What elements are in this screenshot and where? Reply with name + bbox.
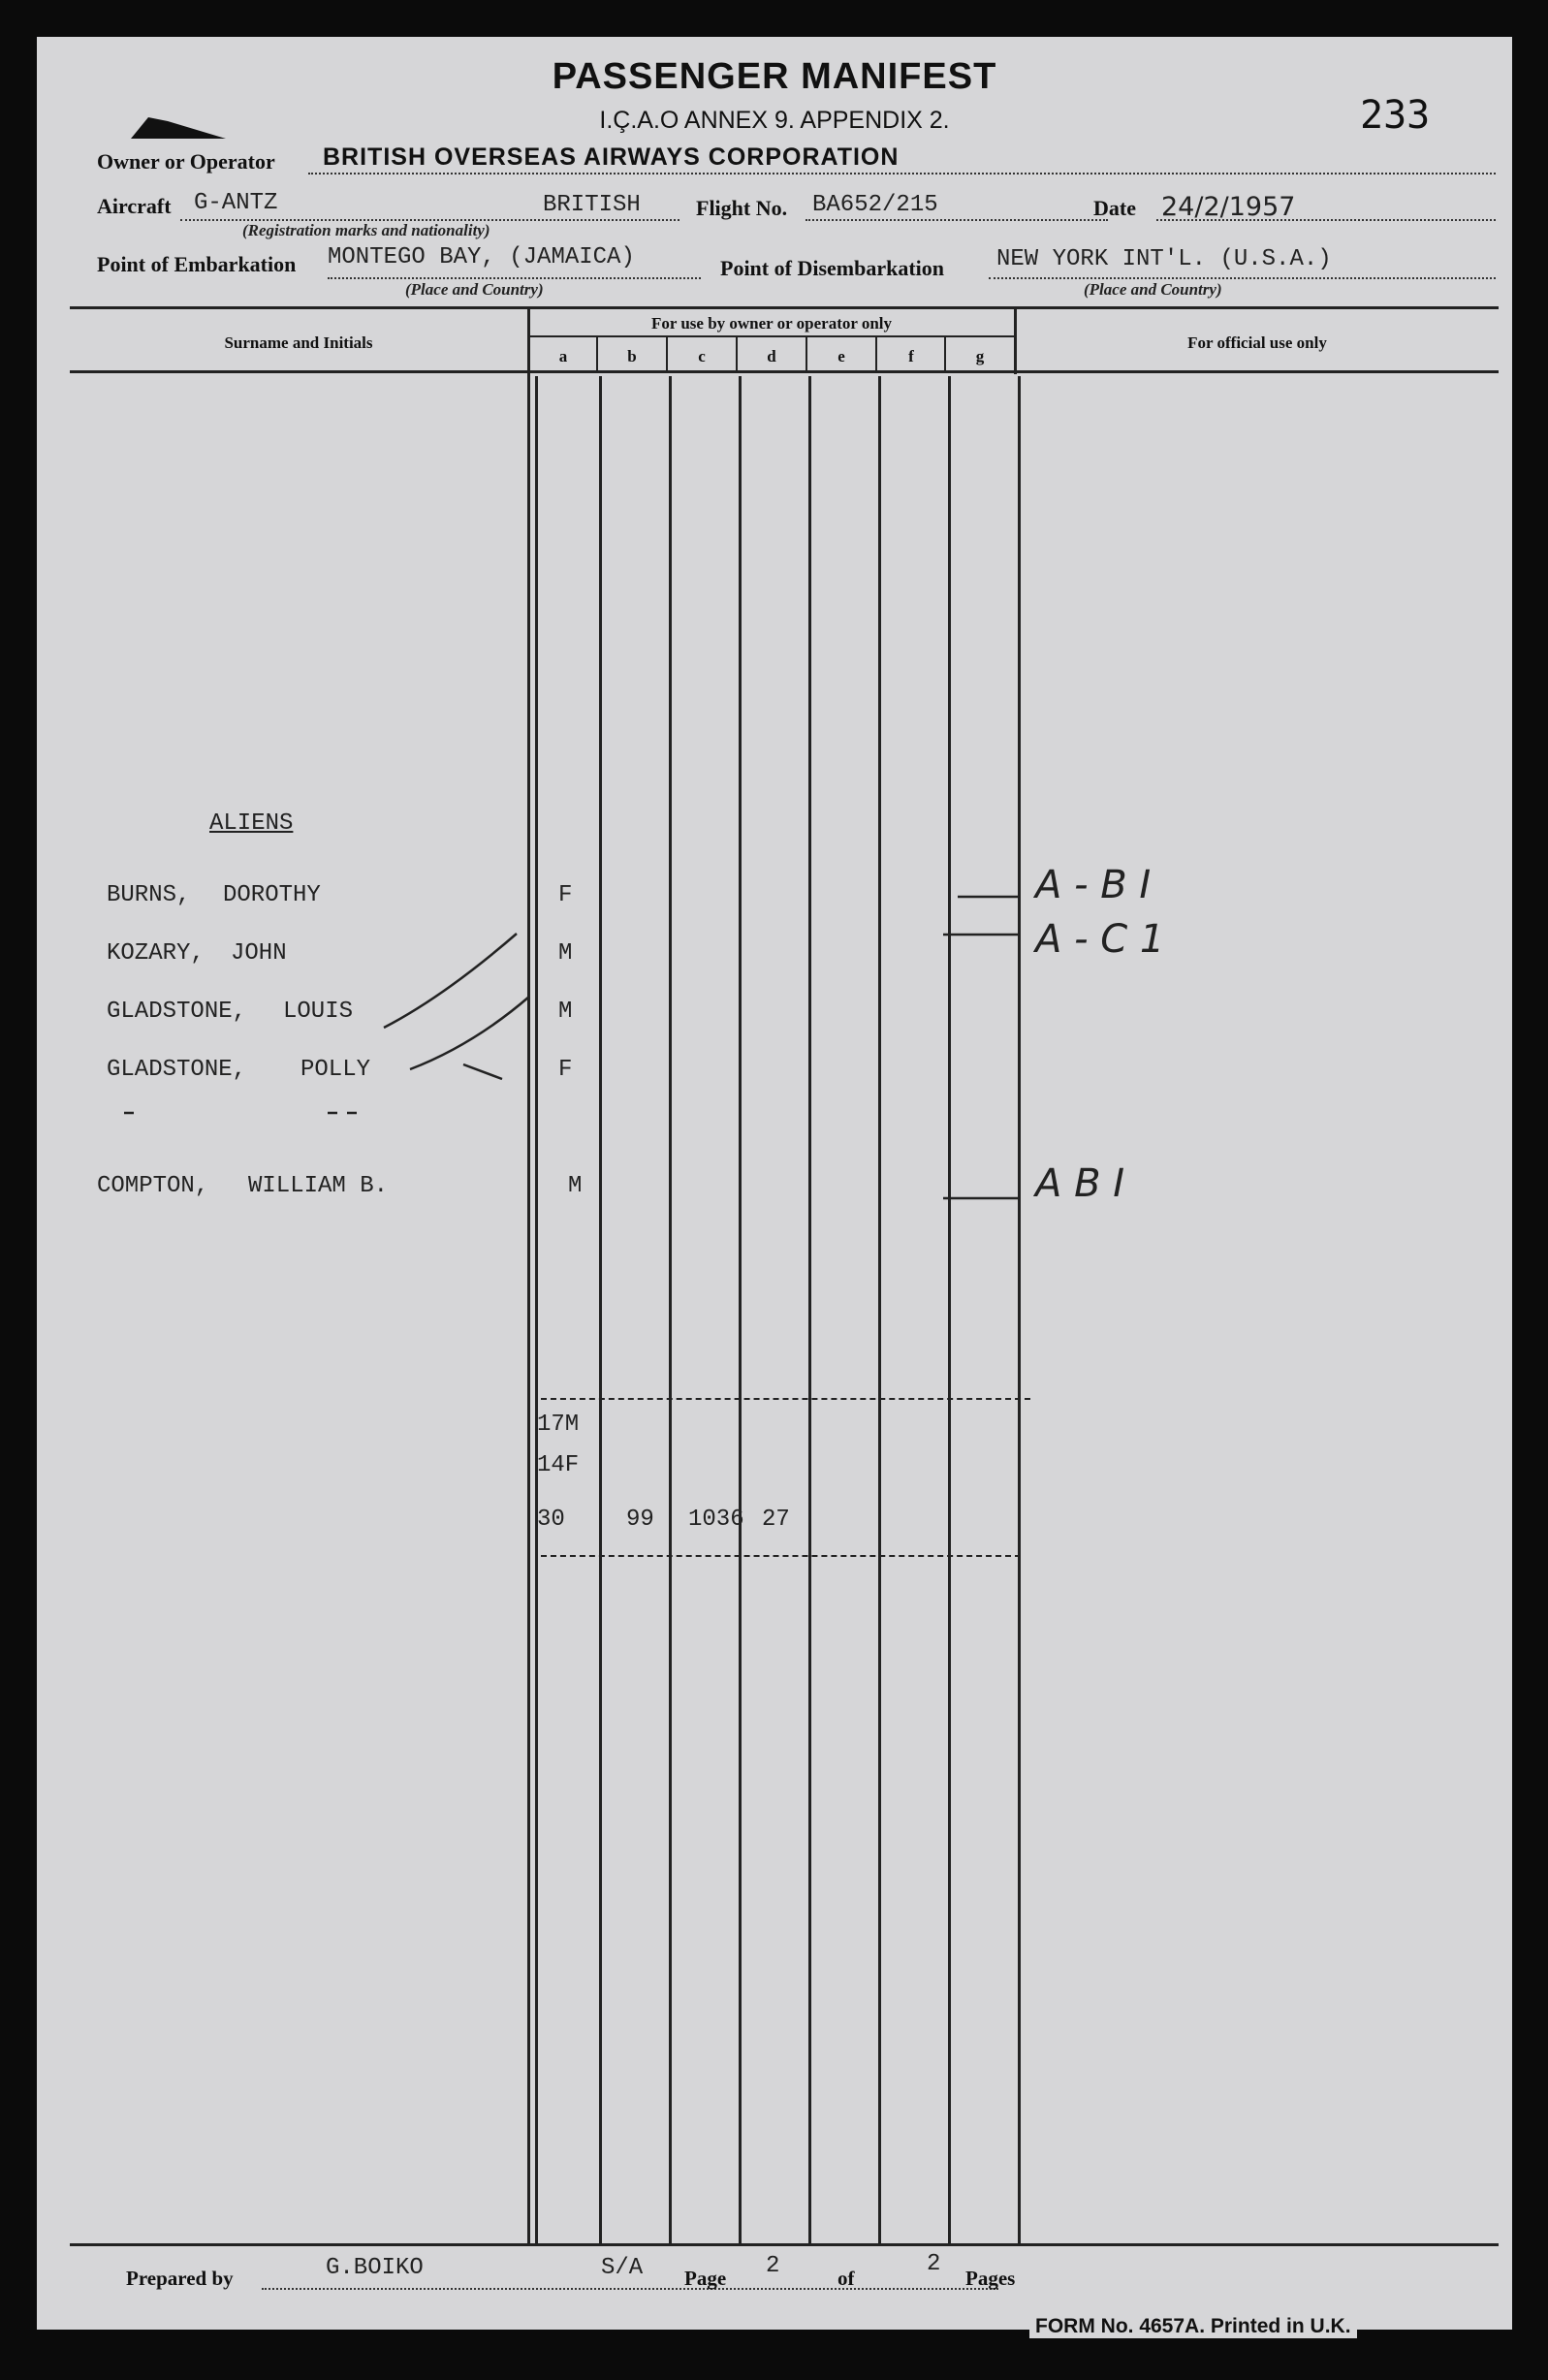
embarkation-caption: (Place and Country) bbox=[405, 280, 544, 299]
passenger-surname: GLADSTONE, bbox=[107, 999, 247, 1025]
total-males: 17M bbox=[537, 1412, 580, 1438]
aircraft-value: G-ANTZ bbox=[194, 190, 278, 216]
total-column-a: 30 bbox=[537, 1507, 565, 1533]
form-note: FORM No. 4657A. Printed in U.K. bbox=[1029, 2315, 1357, 2338]
page-stamp-number: 233 bbox=[1360, 93, 1431, 138]
column-header-e: e bbox=[837, 347, 845, 365]
manifest-subtitle: I.Ç.A.O ANNEX 9. APPENDIX 2. bbox=[599, 107, 950, 134]
of-value: 2 bbox=[927, 2251, 941, 2277]
column-header-b: b bbox=[627, 347, 637, 365]
column-header-d: d bbox=[767, 347, 776, 365]
passenger-surname: COMPTON, bbox=[97, 1173, 209, 1199]
surname-header: Surname and Initials bbox=[224, 333, 373, 352]
passenger-sex: F bbox=[558, 1057, 573, 1083]
passenger-given-name: LOUIS bbox=[283, 999, 354, 1025]
of-label: of bbox=[837, 2267, 855, 2290]
owner-label: Owner or Operator bbox=[97, 149, 275, 174]
official-annotation: A B I bbox=[1035, 1161, 1125, 1206]
flight-value: BA652/215 bbox=[812, 192, 938, 218]
page-label: Page bbox=[684, 2267, 727, 2290]
total-column-c: 1036 bbox=[688, 1507, 744, 1533]
station-value: S/A bbox=[601, 2255, 644, 2281]
column-header-c: c bbox=[698, 347, 706, 365]
passenger-surname: KOZARY, bbox=[107, 940, 205, 967]
footer-rule bbox=[70, 2243, 1499, 2246]
passenger-sex: M bbox=[558, 940, 573, 967]
aircraft-label: Aircraft bbox=[97, 194, 172, 218]
date-value: 24/2/1957 bbox=[1161, 192, 1296, 222]
passenger-given-name: JOHN bbox=[231, 940, 287, 967]
pages-label: Pages bbox=[965, 2267, 1016, 2290]
column-header-a: a bbox=[558, 347, 568, 365]
prepared-line bbox=[262, 2288, 998, 2290]
passenger-surname: BURNS, bbox=[107, 882, 191, 908]
owner-value: BRITISH OVERSEAS AIRWAYS CORPORATION bbox=[323, 143, 900, 171]
totals-bottom-rule bbox=[541, 1555, 1021, 1560]
official-annotation: A - B I bbox=[1035, 863, 1152, 907]
passenger-sex: M bbox=[558, 999, 573, 1025]
section-heading-aliens: ALIENS bbox=[209, 810, 294, 837]
disembarkation-label: Point of Disembarkation bbox=[720, 256, 944, 280]
embarkation-label: Point of Embarkation bbox=[97, 252, 297, 276]
passenger-sex: M bbox=[568, 1173, 583, 1199]
prepared-label: Prepared by bbox=[126, 2267, 234, 2290]
registration-caption: (Registration marks and nationality) bbox=[242, 221, 490, 239]
prepared-value: G.BOIKO bbox=[326, 2255, 424, 2281]
disembarkation-value: NEW YORK INT'L. (U.S.A.) bbox=[996, 246, 1332, 272]
column-header-f: f bbox=[908, 347, 914, 365]
total-column-d: 27 bbox=[762, 1507, 790, 1533]
page-value: 2 bbox=[766, 2253, 780, 2279]
passenger-sex: F bbox=[558, 882, 573, 908]
official-header: For official use only bbox=[1187, 333, 1327, 352]
nationality-value: BRITISH bbox=[543, 192, 641, 218]
official-annotation: A - C 1 bbox=[1035, 917, 1165, 962]
disembarkation-caption: (Place and Country) bbox=[1084, 280, 1222, 299]
manifest-page bbox=[37, 37, 1512, 2330]
totals-top-rule bbox=[541, 1398, 1030, 1403]
embarkation-value: MONTEGO BAY, (JAMAICA) bbox=[328, 244, 635, 270]
total-column-b: 99 bbox=[626, 1507, 654, 1533]
column-header-g: g bbox=[975, 347, 985, 365]
handwritten-marks bbox=[37, 37, 1512, 2330]
passenger-surname: GLADSTONE, bbox=[107, 1057, 247, 1083]
flight-label: Flight No. bbox=[696, 196, 788, 220]
passenger-given-name: WILLIAM B. bbox=[248, 1173, 389, 1199]
passenger-given-name: POLLY bbox=[300, 1057, 371, 1083]
date-label: Date bbox=[1093, 196, 1136, 220]
total-females: 14F bbox=[537, 1452, 580, 1478]
operator-header: For use by owner or operator only bbox=[650, 314, 893, 333]
passenger-given-name: DOROTHY bbox=[223, 882, 321, 908]
manifest-title: PASSENGER MANIFEST bbox=[552, 56, 997, 97]
